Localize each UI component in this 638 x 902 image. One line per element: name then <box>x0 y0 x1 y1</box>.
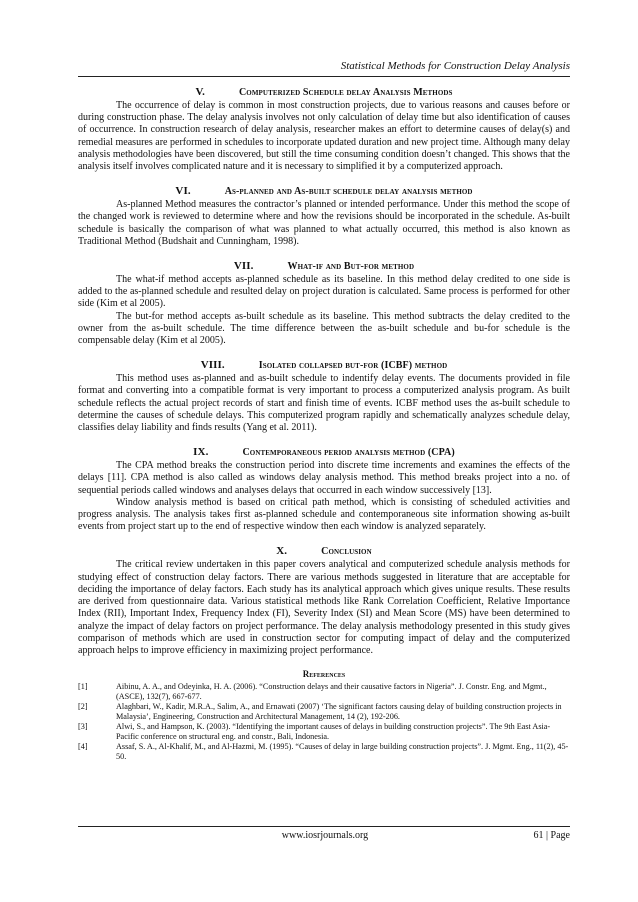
reference-item <box>78 682 570 702</box>
section-title: As-planned and As-built schedule delay analysis method <box>224 186 473 198</box>
paragraph: Window analysis method is based on critical path method, which is consisting of scheduled activities and progress analysis. The analysis takes first as-planned schedule and contemporaneous site information showing as-built events from project start up to the end of respective window then each window is analyzed separately. <box>78 496 570 533</box>
paragraph: The CPA method breaks the construction period into discrete time increments and examines the effects of the delays [11]. CPA method is also called as windows delay analysis method. This method breaks project into a no. of sequential periods called windows and analyses delays that occurred in each window successively [13]. <box>78 460 570 496</box>
section-heading <box>78 185 570 198</box>
paragraph: The what-if method accepts as-planned schedule as its baseline. In this method delay credited to one side is added to the as-planned schedule and resulted delay on project duration is calculated. Same process is performed for other side (Kim et al 2005). <box>78 274 570 310</box>
section-title: Contemporaneous period analysis method (CPA) <box>242 447 455 459</box>
paragraph: As-planned Method measures the contractor’s planned or intended performance. Under this method the scope of the changed work is reviewed to determine where and how the revisions should be incorporated in the schedule. As-built schedule is basically the comparison of what was planned to what actually occurred, this method is also known as Traditional Method (Budshait and Cunningham, 1998). <box>78 199 570 247</box>
header-rule <box>78 76 570 77</box>
running-header: Statistical Methods for Construction Delay Analysis <box>340 60 570 72</box>
references-heading: References <box>302 669 346 680</box>
section-title: Conclusion <box>321 546 372 558</box>
paragraph: The but-for method accepts as-built schedule as its baseline. This method subtracts the delay credited to the owner from the as-built schedule. The time difference between the as-built schedule and bu-for schedule is the compensable delay (Kim et al 2005). <box>78 310 570 347</box>
footer-rule <box>78 826 570 827</box>
body-content <box>78 86 570 762</box>
section-number: VI. <box>175 185 191 198</box>
section-heading <box>78 359 570 372</box>
page-number: 61 | Page <box>533 830 570 841</box>
reference-text: Assaf, S. A., Al-Khalif, M., and Al-Hazmi, M. (1995). “Causes of delay in large building construction projects”. J. Mgmt. Eng., 11(2), 45-50. <box>116 742 569 762</box>
section-number: V. <box>195 86 205 98</box>
reference-item <box>78 702 570 722</box>
reference-text: Alwi, S., and Hampson, K. (2003). “Identifying the important causes of delays in building construction projects”. The 9th East Asia-Pacific conference on structural eng. and constr., Bali, Indonesia. <box>116 722 551 742</box>
section-number: IX. <box>193 446 209 459</box>
section-number: VII. <box>233 260 254 273</box>
section-title: Computerized Schedule delay Analysis Methods <box>238 87 453 98</box>
reference-text: Aibinu, A. A., and Odeyinka, H. A. (2006). “Construction delays and their causative factors in Nigeria”. J. Constr. Eng. and Mgmt., (ASCE), 132(7), 667-677. <box>116 682 547 702</box>
section-number: X. <box>276 545 288 558</box>
reference-number: [2] <box>78 702 88 712</box>
reference-item <box>78 722 570 742</box>
footer-url: www.iosrjournals.org <box>281 830 369 841</box>
section-heading <box>78 545 570 558</box>
reference-number: [3] <box>78 722 88 732</box>
section-heading <box>78 260 570 273</box>
section-heading <box>78 86 570 99</box>
reference-item <box>78 742 570 762</box>
section-title: Isolated collapsed but-for (ICBF) method <box>258 360 448 372</box>
reference-text: Alaghbari, W., Kadir, M.R.A., Salim, A., and Ernawati (2007) ‘The significant factors causing delay of building construction projects in Malaysia’, Engineering, Construction and Architectural Management, 14 (2), 192-206. <box>116 702 562 722</box>
section-heading <box>78 446 570 459</box>
paragraph: This method uses as-planned and as-built schedule to indentify delay events. The documents provided in file format and converting into a compatible format is very important to process a computerized analysis program. As built schedule reflects the actual project records of start and finish time of events. ICBF method uses the as-built schedule to determine the causes of schedule delays. This computerized program rapidly and schematically analyzes schedule delay, classifies delay liability and finds results (Yang et al. 2011). <box>78 373 570 434</box>
reference-number: [4] <box>78 742 88 752</box>
section-title: What-if and But-for method <box>287 261 415 273</box>
paragraph: The occurrence of delay is common in most construction projects, due to various reasons and causes before or during construction phase. The delay analysis involves not only calculation of delay time but also identification of causes of occurrence. In construction research of delay analysis, researcher makes an effort to determine causes of delay(s) and remedial measures are performed in schedules to incorporate updated duration and new project time. Although many delay analysis methodologies have been discovered, but still the time consuming condition doesn’t changed. This shows that the analysis itself involves complicated nature and it is necessary to simplified it by a computerized approach. <box>78 100 570 173</box>
paragraph: The critical review undertaken in this paper covers analytical and computerized schedule analysis methods for studying effect of construction delay factors. There are various methods suggested in literature that are acceptable for deciding the importance of delay factors. Each study has its analytical approach which gives unique results. These results are derived from questionnaire data. Various statistical methods like Rank Correlation Coefficient, Relative Importance Index (RII), Important Index, Frequency Index (FI), Severity Index (SI) and Mean Score (MS) have been determined to analyze the impact of delay factors on project performance. The delay analysis methodology presented in this study gives comparison of methods which are used in construction sector for computing impact of delay and the computerized approach helps to improve efficiency in maximizing project performance. <box>78 559 570 656</box>
reference-number: [1] <box>78 682 88 692</box>
section-number: VIII. <box>200 359 225 372</box>
